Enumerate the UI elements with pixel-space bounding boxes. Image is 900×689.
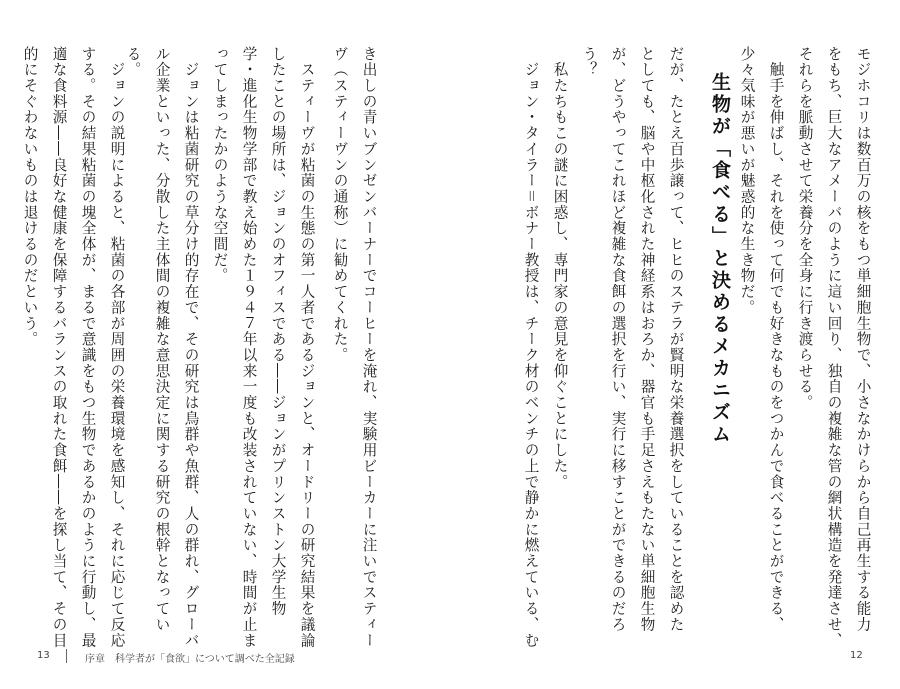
- text-line: だが、たとえ百歩譲って、ヒヒのステラが賢明な栄養選択をしていることを認めた: [667, 46, 685, 633]
- right-page: [450, 0, 900, 689]
- text-line: 適な食料源――良好な健康を保障するバランスの取れた食餌――を探し当て、その目: [50, 46, 68, 649]
- text-line: ル企業といった、分散した主体間の複雑な意思決定に関する研究の根幹となってい: [153, 46, 171, 633]
- page-number: 12: [850, 650, 863, 661]
- text-line: 的にそぐわないものは退けるのだという。: [21, 46, 39, 348]
- text-line: 触手を伸ばし、それを使って何でも好きなものをつかんで食べることができる、: [767, 46, 785, 633]
- text-line: 私たちもこの謎に困惑し、専門家の意見を仰ぐことにした。: [551, 46, 569, 490]
- running-head: 序章 科学者が「食欲」について調べた全記録: [85, 654, 295, 665]
- text-line: き出しの青いブンゼンバーナーでコーヒーを淹れ、実験用ビーカーに注いでスティー: [360, 46, 378, 649]
- footer-divider: [66, 649, 67, 663]
- text-line: する。その結果粘菌の塊全体が、まるで意識をもつ生物であるかのように行動し、最: [79, 46, 97, 649]
- text-line: したことの場所は、ジョンのオフィスである――ジョンがプリンストン大学生物: [269, 46, 287, 617]
- text-line: ジョンは粘菌研究の草分け的存在で、その研究は鳥群や魚群、人の群れ、グローバ: [182, 46, 200, 649]
- page-number: 13: [37, 650, 50, 661]
- text-line: が、どうやってこれほど複雑な食餌の選択を行い、実行に移すことができるのだろ: [609, 46, 627, 633]
- text-line: それらを脈動させて栄養分を全身に行き渡らせる。: [796, 46, 814, 411]
- text-line: ってしまったかのような空間だ。: [211, 46, 229, 284]
- section-heading: 生物が「食べる」と決めるメカニズム: [709, 72, 731, 446]
- text-line: 少々気味が悪いが魅惑的な生き物だ。: [738, 46, 756, 316]
- text-line: ジョン・タイラー＝ボナー教授は、チーク材のベンチの上で静かに燃えている、む: [522, 46, 540, 649]
- text-line: ヴ（スティーヴンの通称）に勧めてくれた。: [331, 46, 349, 363]
- text-line: スティーヴが粘菌の生態の第一人者であるジョンと、オードリーの研究結果を議論: [298, 46, 316, 649]
- text-line: としても、脳や中枢化された神経系はおろか、器官も手足さえもたない単細胞生物: [638, 46, 656, 633]
- text-line: 学・進化生物学部で教え始めた１９４７年以来一度も改装されていない、時間が止ま: [240, 46, 258, 649]
- text-line: をもち、巨大なアメーバのように這い回り、独自の複雑な管の網状構造を発達させ、: [825, 46, 843, 649]
- text-line: ジョンの説明によると、粘菌の各部が周囲の栄養環境を感知し、それに応じて反応: [108, 46, 126, 649]
- text-line: う？: [580, 46, 598, 78]
- text-line: モジホコリは数百万の核をもつ単細胞生物で、小さなかけらから自己再生する能力: [854, 46, 872, 633]
- text-line: る。: [124, 46, 142, 78]
